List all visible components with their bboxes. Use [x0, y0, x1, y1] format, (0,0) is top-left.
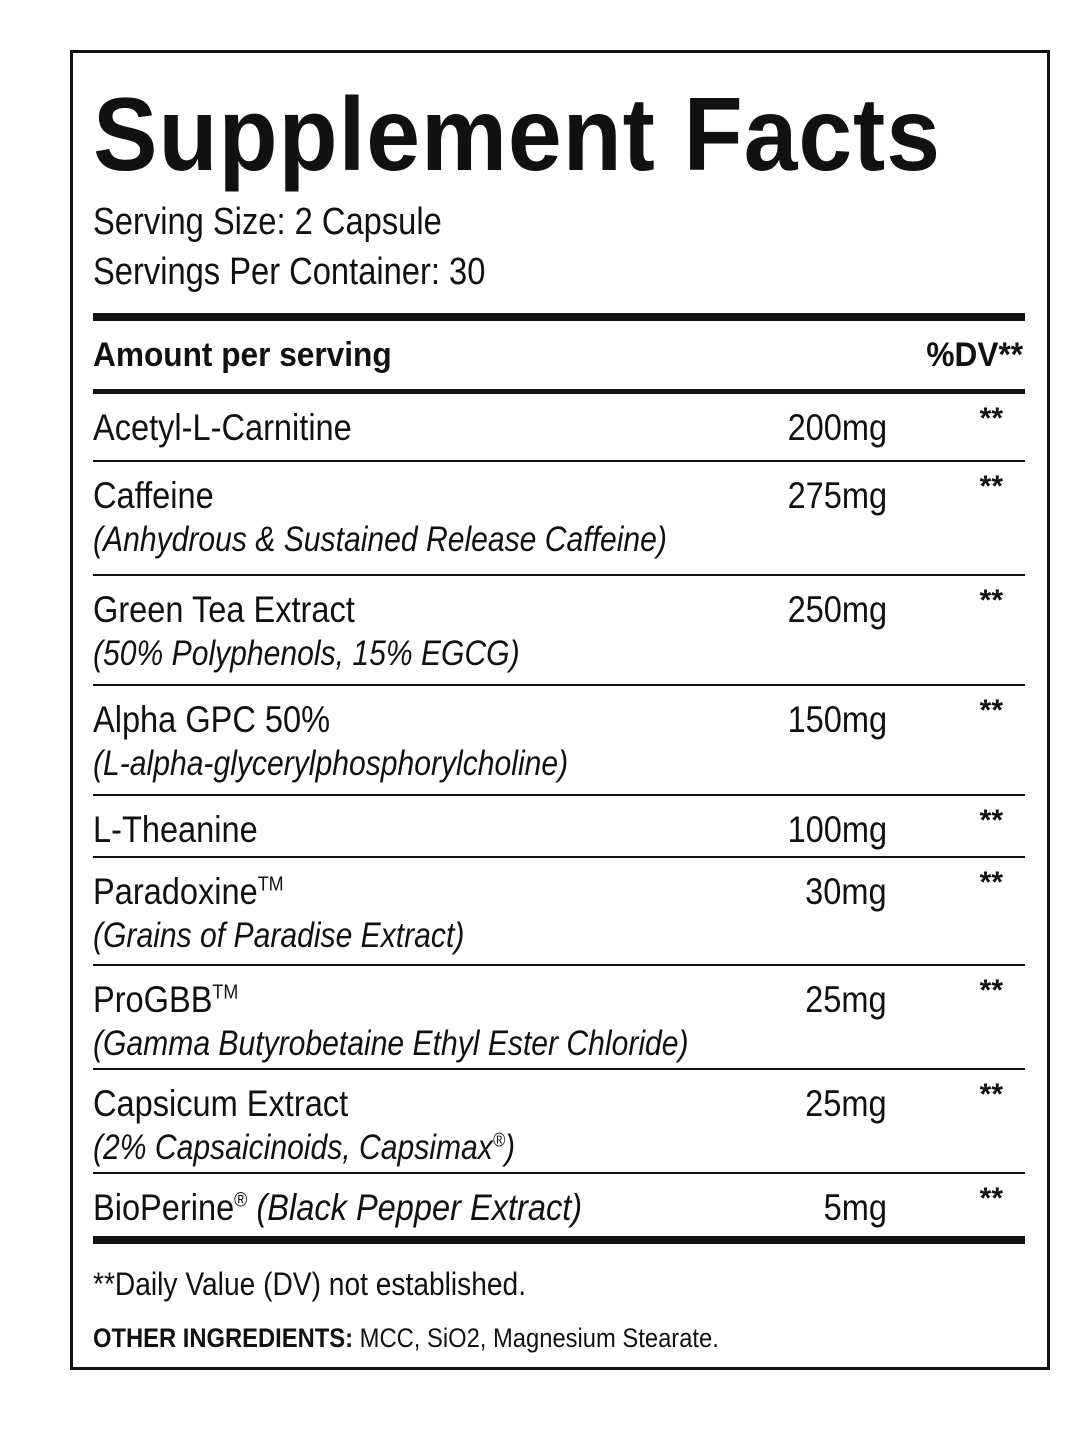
ingredient-description: (Anhydrous & Sustained Release Caffeine)	[93, 520, 667, 559]
ingredient-description: (Black Pepper Extract)	[256, 1187, 583, 1228]
ingredient-row	[93, 576, 1025, 684]
servings-per-container: Servings Per Container: 30	[93, 251, 486, 293]
ingredient-description-line	[93, 1126, 895, 1170]
trademark-mark: TM	[257, 873, 284, 896]
amount-per-serving-label: Amount per serving	[93, 335, 392, 374]
other-ingredients-list: MCC, SiO2, Magnesium Stearate.	[359, 1323, 719, 1353]
registered-mark: ®	[234, 1189, 248, 1212]
top-divider	[93, 313, 1025, 321]
ingredient-name: Alpha GPC 50%	[93, 699, 331, 740]
ingredient-row	[93, 1070, 1025, 1172]
ingredient-row	[93, 1174, 1025, 1236]
ingredient-name: Acetyl-L-Carnitine	[93, 407, 352, 448]
ingredient-description: (Gamma Butyrobetaine Ethyl Ester Chloride)	[93, 1024, 689, 1063]
ingredient-dv: **	[979, 1078, 1003, 1111]
registered-mark: ®	[492, 1130, 506, 1152]
ingredient-row	[93, 796, 1025, 856]
supplement-facts-panel	[70, 50, 1050, 1370]
ingredient-name: Caffeine	[93, 475, 214, 516]
description-close: )	[505, 1128, 516, 1167]
column-header	[93, 321, 1025, 389]
ingredient-name-line	[93, 1186, 913, 1230]
ingredient-amount: 150mg	[787, 699, 887, 740]
ingredient-row	[93, 966, 1025, 1068]
ingredient-dv: **	[979, 402, 1003, 435]
ingredient-name: Capsicum Extract	[93, 1083, 349, 1124]
ingredient-name: Paradoxine	[93, 871, 258, 912]
ingredient-name: Green Tea Extract	[93, 589, 355, 630]
ingredient-row	[93, 462, 1025, 574]
ingredient-dv: **	[979, 804, 1003, 837]
ingredient-dv: **	[979, 974, 1003, 1007]
ingredient-description: (Grains of Paradise Extract)	[93, 916, 465, 955]
ingredient-dv: **	[979, 470, 1003, 503]
panel-content	[93, 53, 1025, 1356]
bottom-divider	[93, 1236, 1025, 1244]
ingredient-amount: 5mg	[823, 1187, 887, 1228]
ingredient-name: L-Theanine	[93, 809, 258, 850]
ingredient-amount: 275mg	[787, 475, 887, 516]
panel-title: Supplement Facts	[93, 77, 941, 193]
ingredient-description: (2% Capsaicinoids, Capsimax	[93, 1128, 493, 1167]
ingredient-dv: **	[979, 584, 1003, 617]
other-ingredients-label: OTHER INGREDIENTS:	[93, 1323, 354, 1353]
trademark-mark: TM	[212, 981, 239, 1004]
other-ingredients	[93, 1320, 913, 1356]
ingredient-name-line	[93, 870, 913, 914]
ingredient-name: ProGBB	[93, 979, 213, 1020]
dv-footnote: **Daily Value (DV) not established.	[93, 1266, 527, 1302]
ingredient-description: (L-alpha-glycerylphosphorylcholine)	[93, 744, 569, 783]
ingredient-amount: 25mg	[805, 979, 887, 1020]
ingredient-dv: **	[979, 1182, 1003, 1215]
ingredient-name-line	[93, 978, 913, 1022]
ingredient-amount: 250mg	[787, 589, 887, 630]
serving-size: Serving Size: 2 Capsule	[93, 201, 442, 243]
ingredient-description: (50% Polyphenols, 15% EGCG)	[93, 634, 520, 673]
ingredient-row	[93, 394, 1025, 460]
dv-label: %DV**	[926, 335, 1024, 374]
ingredient-name: BioPerine	[93, 1187, 235, 1228]
ingredient-amount: 200mg	[787, 407, 887, 448]
ingredient-amount: 30mg	[805, 871, 887, 912]
ingredient-row	[93, 686, 1025, 794]
ingredient-dv: **	[979, 694, 1003, 727]
ingredient-row	[93, 858, 1025, 964]
ingredient-dv: **	[979, 866, 1003, 899]
ingredient-amount: 100mg	[787, 809, 887, 850]
ingredient-amount: 25mg	[805, 1083, 887, 1124]
